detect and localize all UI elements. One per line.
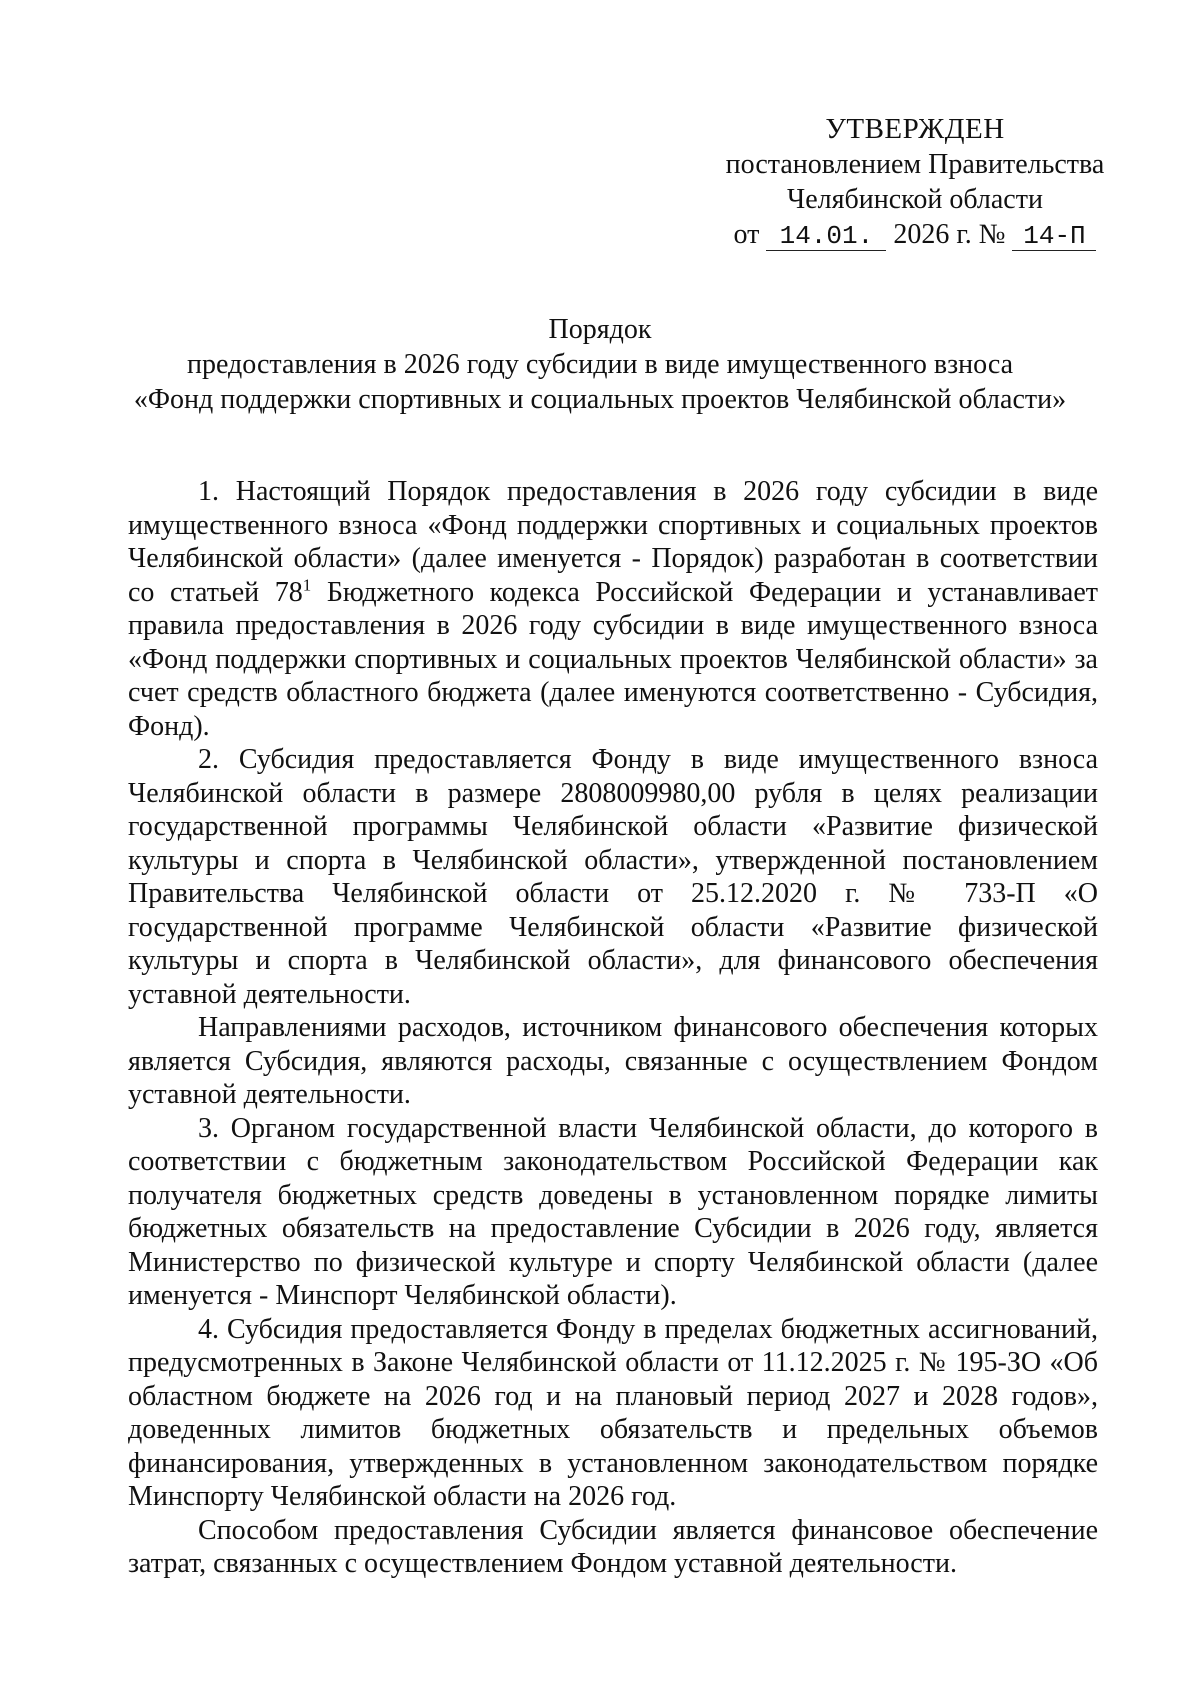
document-body	[128, 475, 1098, 1581]
approval-line-1: постановлением Правительства	[725, 149, 1105, 180]
approved-title: УТВЕРЖДЕН	[825, 113, 1005, 145]
approval-stamp	[700, 112, 1130, 252]
paragraph-3: Направлениями расходов, источником финансового обеспечения которых является Субсидия, являются расходы, связанные с осуществлением Фондом уставной деятельности.	[128, 1012, 1098, 1110]
article-superscript: 1	[302, 575, 312, 595]
approval-number: 14-П	[1012, 222, 1096, 251]
heading-title: Порядок	[548, 314, 652, 345]
paragraph-1-part-b: Бюджетного кодекса Российской Федерации и устанавливает правила предоставления в 2026 году субсидии в виде имущественного взноса «Фонд поддержки спортивных и социальных проектов Челябинской области» за счет средств областного бюджета (далее именуются соответственно - Субсидия, Фонд).	[128, 576, 1098, 742]
paragraph-1	[128, 475, 1098, 743]
heading-line-1: предоставления в 2026 году субсидии в виде имущественного взноса	[186, 349, 1014, 380]
document-heading	[120, 312, 1080, 417]
paragraph-5: 4. Субсидия предоставляется Фонду в пределах бюджетных ассигнований, предусмотренных в Законе Челябинской области от 11.12.2025 г. № 195-ЗО «Об областном бюджете на 2026 год и на плановый период 2027 и 2028 годов», доведенных лимитов бюджетных обязательств и предельных объемов финансирования, утвержденных в установленном законодательством порядке Минспорту Челябинской области на 2026 год.	[128, 1313, 1098, 1512]
date-prefix: от	[733, 219, 760, 250]
paragraph-4: 3. Органом государственной власти Челябинской области, до которого в соответствии с бюджетным законодательством Российской Федерации как получателя бюджетных средств доведены в установленном порядке лимиты бюджетных обязательств на предоставление Субсидии в 2026 году, является Министерство по физической культуре и спорту Челябинской области (далее именуется - Минспорт Челябинской области).	[128, 1112, 1098, 1311]
paragraph-2: 2. Субсидия предоставляется Фонду в виде имущественного взноса Челябинской области в размере 2808009980,00 рубля в целях реализации государственной программы Челябинской области «Развитие физической культуры и спорта в Челябинской области», утвержденной постановлением Правительства Челябинской области от 25.12.2020 г. № 733-П «О государственной программе Челябинской области «Развитие физической культуры и спорта в Челябинской области», для финансового обеспечения уставной деятельности.	[128, 744, 1098, 1010]
paragraph-1-part-a: 1. Настоящий Порядок предоставления в 2026 году субсидии в виде имущественного взноса «Фонд поддержки спортивных и социальных проектов Челябинской области» (далее именуется - Порядок) разработан в соответствии со статьей 78	[128, 476, 1098, 608]
paragraph-6: Способом предоставления Субсидии является финансовое обеспечение затрат, связанных с осуществлением Фондом уставной деятельности.	[128, 1514, 1098, 1579]
heading-line-2: «Фонд поддержки спортивных и социальных проектов Челябинской области»	[133, 384, 1067, 415]
approval-date: 14.01.	[766, 222, 886, 251]
approval-date-line	[700, 217, 1130, 252]
approval-line-2: Челябинской области	[787, 184, 1043, 215]
date-year: 2026 г. №	[893, 219, 1006, 250]
